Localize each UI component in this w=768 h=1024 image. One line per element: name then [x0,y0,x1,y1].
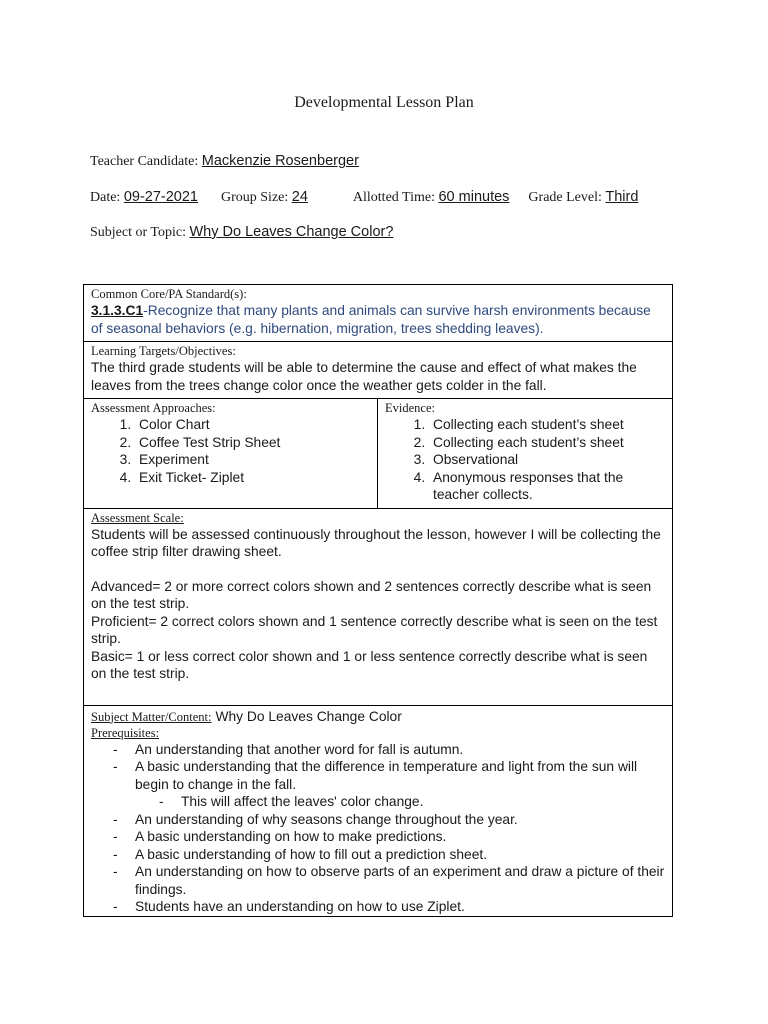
assessment-item: 4. Exit Ticket- Ziplet [135,469,371,487]
assessment-item: 1. Color Chart [135,416,371,434]
teacher-label: Teacher Candidate: [90,154,199,169]
group-size-label: Group Size: [221,190,289,205]
grade-level-label: Grade Level: [528,190,602,205]
list-item: - An understanding of why seasons change throughout the year. [113,811,518,827]
prerequisites-label: Prerequisites: [91,725,160,740]
page-title: Developmental Lesson Plan [294,94,474,111]
content-label: Subject Matter/Content: [91,709,212,724]
evidence-item: 1. Collecting each student’s sheet [429,416,666,434]
info-line [90,189,638,206]
evidence-cell [378,399,673,509]
subject-line [90,224,393,241]
content-row [84,705,673,916]
allotted-time-value: 60 minutes [438,189,510,205]
date-value: 09-27-2021 [123,189,198,205]
scale-advanced: Advanced= 2 or more correct colors shown and 2 sentences correctly describe what is seen on the test strip. [91,578,652,611]
list-item: - An understanding that another word for fall is autumn. [113,741,464,757]
teacher-line [90,153,359,170]
standard-code: 3.1.3.C1 [91,303,144,318]
list-item: - An understanding on how to observe parts of an experiment and draw a picture of their findings. [113,864,665,897]
lesson-plan-table [83,284,673,917]
teacher-value: Mackenzie Rosenberger [201,153,359,169]
evidence-label: Evidence: [385,401,435,415]
scale-label: Assessment Scale: [91,510,184,525]
assessment-cell [84,399,378,509]
scale-basic: Basic= 1 or less correct color shown and 1 or less sentence correctly describe what is seen on the test strip. [91,648,648,681]
list-item: - A basic understanding of how to fill out a prediction sheet. [113,846,488,862]
targets-text: The third grade students will be able to determine the cause and effect of what makes the leaves from the trees change color once the weather gets colder in the fall. [91,360,637,393]
list-item: - Students have an understanding on how to use Ziplet. [113,899,465,914]
assessment-label: Assessment Approaches: [91,401,216,415]
assessment-row [84,399,673,509]
standards-text [91,302,666,337]
evidence-item: 3. Observational [429,451,666,469]
list-sub-item: - This will affect the leaves' color change. [159,794,424,809]
assessment-item: 3. Experiment [135,451,371,469]
subject-label: Subject or Topic: [90,225,186,240]
standard-description: -Recognize that many plants and animals can survive harsh environments because of seasonal behaviors (e.g. hibernation, migration, trees shedding leaves). [91,303,651,336]
scale-proficient: Proficient= 2 correct colors shown and 1 sentence correctly describe what is seen on the test strip. [91,613,658,646]
targets-row [84,342,673,399]
allotted-time-label: Allotted Time: [352,190,435,205]
evidence-list [385,416,666,504]
assessment-item: 2. Coffee Test Strip Sheet [135,434,371,452]
targets-label: Learning Targets/Objectives: [91,344,236,358]
scale-intro: Students will be assessed continuously throughout the lesson, however I will be collecting the coffee strip filter drawing sheet. [91,526,661,559]
evidence-item: 4. Anonymous responses that the teacher collects. [429,469,666,504]
content-value: Why Do Leaves Change Color [215,708,402,724]
grade-level-value: Third [605,189,639,205]
evidence-item: 2. Collecting each student’s sheet [429,434,666,452]
standards-label: Common Core/PA Standard(s): [91,287,247,301]
date-label: Date: [90,190,121,205]
group-size-value: 24 [291,189,308,205]
standards-row [84,285,673,342]
list-item: - A basic understanding that the difference in temperature and light from the sun will begin to change in the fall. [113,759,638,792]
list-item: - A basic understanding on how to make predictions. [113,829,447,844]
assessment-list [91,416,371,486]
content-heading [91,708,666,726]
subject-value: Why Do Leaves Change Color? [189,224,394,240]
prerequisites-list [91,741,666,916]
scale-row [84,508,673,705]
